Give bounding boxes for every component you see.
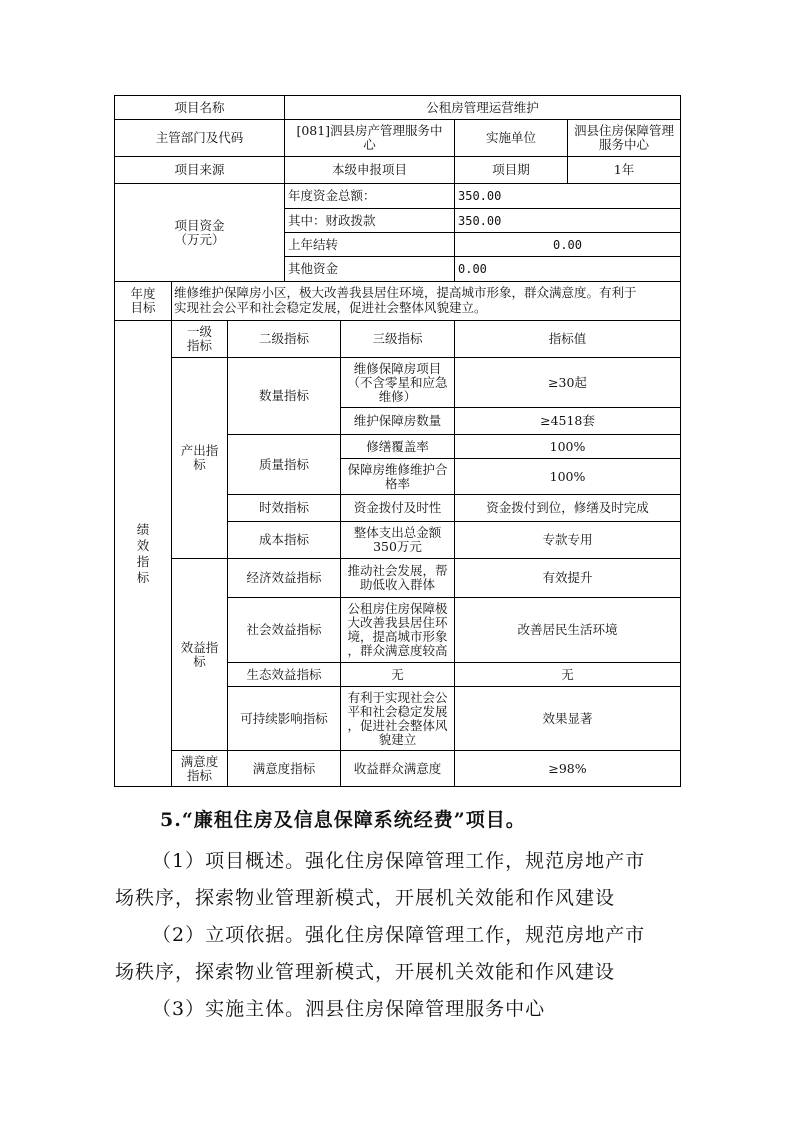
funds-label-line2: （万元） [174,231,225,247]
period-label: 项目期 [492,162,530,177]
funds-row-label: 上年结转 [288,236,339,252]
funds-row-value: 350.00 [458,189,502,203]
indicator-level3 [341,598,454,662]
funds-row-value: 0.00 [553,237,582,252]
benefit-label [172,559,227,750]
eco-label: 生态效益指标 [246,666,322,682]
paragraph-line: 场秩序，探索物业管理新模式，开展机关效能和作风建设 [115,961,616,983]
indicator-level3-line: 维修） [378,388,417,404]
indicator-value: 100% [549,468,586,484]
indicator-level3 [341,559,454,597]
impl-value [568,120,680,156]
benefit-label-line1: 效益指 [180,639,219,655]
impl-label: 实施单位 [485,130,536,145]
indicator-level3-line: 大改善我县居住环 [347,615,448,630]
output-label [172,358,227,558]
satis-label: 满意度指标 [252,760,316,776]
funds-row-value: 350.00 [458,213,502,228]
indicator-value: ≥30起 [548,374,587,390]
header-level1-line2: 指标 [186,338,212,353]
indicator-level3-line: 整体支出总金额 [353,525,442,540]
indicator-value: 效果显著 [542,710,593,726]
indicator-level3: 维护保障房数量 [353,413,442,428]
indicator-value: 有效提升 [542,570,593,585]
funds-row-value: 0.00 [458,262,487,276]
performance-label-char: 指 [136,553,150,569]
performance-label-char: 效 [136,537,150,553]
indicator-value: ≥98% [548,760,587,776]
satisfaction-label [172,751,227,786]
goal-label-line2: 目标 [130,300,156,315]
source-value: 本级申报项目 [331,162,407,177]
indicator-level3 [341,459,454,494]
goal-label-line1: 年度 [130,286,156,301]
indicator-value: 无 [561,666,574,682]
paragraph-line: 场秩序，探索物业管理新模式，开展机关效能和作风建设 [115,887,616,909]
quantity-label: 数量指标 [258,388,309,403]
social-label: 社会效益指标 [246,622,322,637]
source-label: 项目来源 [174,162,225,177]
indicator-level3-line: 格率 [384,475,410,491]
indicator-level3: 资金拨付及时性 [353,500,442,515]
indicator-value: 100% [549,438,586,454]
indicator-value: 专款专用 [542,532,593,547]
indicator-level3-line: 推动社会发展，帮 [347,563,448,578]
indicator-level3 [341,358,454,407]
section-heading: 5.“廉租住房及信息保障系统经费”项目。 [160,809,526,831]
indicator-level3-line: 平和社会稳定发展 [347,703,448,719]
indicator-level3-line: ，促进社会整体风 [347,717,448,733]
funds-row-label: 年度资金总额： [288,188,376,203]
indicator-level3: 无 [391,666,404,682]
output-label-line1: 产出指 [180,443,219,458]
header-value: 指标值 [548,331,587,346]
indicator-level3-line: 维修保障房项目 [353,360,442,376]
dept-label: 主管部门及代码 [155,130,244,145]
indicator-level3-line: （不含零星和应急 [347,374,448,390]
dept-value [285,120,454,156]
satisfaction-label-line2: 指标 [186,767,212,783]
indicator-level3 [341,522,454,558]
goal-label [115,282,171,320]
header-level3: 三级指标 [372,331,423,346]
indicator-level3-line: 境，提高城市形象 [347,629,448,644]
economic-label: 经济效益指标 [246,570,322,585]
goal-text-line2: 实现社会公平和社会稳定发展，促进社会整体风貌建立。 [174,300,487,315]
paragraph-line: （2）立项依据。强化住房保障管理工作，规范房地产市 [152,924,646,946]
funds-row-label: 其他资金 [288,261,339,276]
indicator-level3-line: 公租房住房保障极 [347,601,448,616]
indicator-level3-line: 350万元 [373,539,422,554]
goal-text-line1: 维修维护保障房小区，极大改善我县居住环境，提高城市形象，群众满意度。有利于 [174,285,637,300]
benefit-label-line2: 标 [193,653,206,669]
indicator-level3: 收益群众满意度 [353,760,442,776]
dept-value-line1: [081]泗县房产管理服务中 [296,123,443,138]
goal-text [174,285,679,315]
paragraph-line: （1）项目概述。强化住房保障管理工作，规范房地产市 [152,850,646,872]
indicator-level3-line: ，群众满意度较高 [347,643,448,658]
quality-label: 质量指标 [258,456,309,472]
funds-label [115,184,284,281]
impl-value-line1: 泗县住房保障管理 [573,123,674,138]
performance-label-char: 标 [136,569,150,585]
impl-value-line2: 服务中心 [598,137,649,152]
output-label-line2: 标 [193,457,206,472]
indicator-value: 资金拨付到位，修缮及时完成 [486,500,649,515]
project-name-label: 项目名称 [174,99,225,115]
cost-label: 成本指标 [258,532,309,547]
indicator-level3-line: 保障房维修维护合 [347,461,448,477]
performance-label [115,321,171,786]
indicator-level3 [341,687,454,750]
satisfaction-label-line1: 满意度 [180,753,219,769]
header-level1 [172,321,227,357]
period-value: 1年 [613,162,635,177]
dept-value-line2: 心 [363,137,376,152]
timeliness-label: 时效指标 [258,500,309,515]
indicator-level3-line: 有利于实现社会公 [347,689,448,705]
sustain-label: 可持续影响指标 [240,710,328,726]
indicator-level3-line: 貌建立 [378,731,417,747]
project-name-value: 公租房管理运营维护 [426,99,539,115]
funds-row-label: 其中：财政拨款 [288,212,376,228]
funds-label-line1: 项目资金 [174,217,225,233]
header-level2: 二级指标 [258,331,309,346]
header-level1-line1: 一级 [186,324,212,339]
paragraph-line: （3）实施主体。泗县住房保障管理服务中心 [152,998,546,1020]
indicator-level3-line: 助低收入群体 [359,577,435,592]
indicator-value: 改善居民生活环境 [517,622,618,637]
indicator-level3: 修缮覆盖率 [366,438,429,454]
indicator-value: ≥4518套 [540,413,595,428]
performance-label-char: 绩 [136,521,150,537]
